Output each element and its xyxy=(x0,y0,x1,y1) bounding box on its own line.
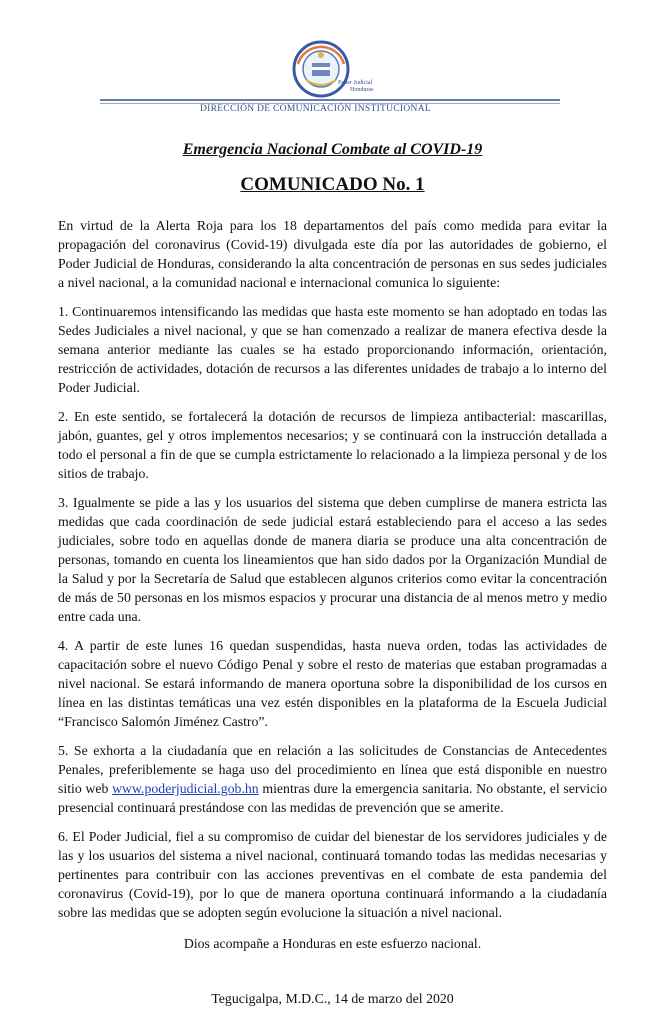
org-name-line2: Honduras xyxy=(350,87,374,93)
department-name: DIRECCIÓN DE COMUNICACIÓN INSTITUCIONAL xyxy=(200,104,431,114)
document-title: COMUNICADO No. 1 xyxy=(240,174,425,195)
letterhead xyxy=(0,0,663,125)
paragraph-2: 2. En este sentido, se fortalecerá la dotación de recursos de limpieza antibacterial: mascarillas, jabón, guantes, gel y otros implementos necesarios; y se continuará con la instrucción detallada a todo el personal a fin de que se cumpla estrictamente lo relacionado a la limpieza personal y de los sitios de trabajo. xyxy=(58,409,607,481)
closing-line: Dios acompañe a Honduras en este esfuerzo nacional. xyxy=(183,936,482,951)
paragraph-6: 6. El Poder Judicial, fiel a su compromiso de cuidar del bienestar de los servidores judiciales y de las y los usuarios del sistema a nivel nacional, continuará tomando todas las medidas necesarias y pertinentes para contribuir con las acciones preventivas en el combate de esta pandemia del coronavirus (Covid-19), por lo que de manera oportuna continuará informando a la ciudadanía sobre las medidas que se adopten según evolucione la situación a nivel nacional. xyxy=(58,829,607,920)
org-name-line1: Poder Judicial xyxy=(338,80,373,86)
header-rule xyxy=(100,99,560,101)
paragraph-4: 4. A partir de este lunes 16 quedan suspendidas, hasta nueva orden, todas las actividades de capacitación sobre el nuevo Código Penal y sobre el resto de materias que estaban programadas a nivel nacional. Se estará informando de manera oportuna sobre la disponibilidad de los cursos en línea en las distintas temáticas una vez estén disponibles en la plataforma de la Escuela Judicial “Francisco Salomón Jiménez Castro”. xyxy=(58,638,607,729)
paragraph-5 xyxy=(58,741,607,817)
paragraph-5-text-before: 5. Se exhorta a la ciudadanía que en relación a las solicitudes de Constancias de Antecedentes Penales, preferiblemente se haga uso del procedimiento en línea que está disponible en nuestro sitio web xyxy=(58,743,607,796)
paragraph-5-text-after: mientras dure la emergencia sanitaria. No obstante, el servicio presencial continuará prestándose con las medidas de prevención que se amerite. xyxy=(58,781,607,815)
website-link[interactable]: www.poderjudicial.gob.hn xyxy=(112,781,259,796)
paragraph-3: 3. Igualmente se pide a las y los usuarios del sistema que deben cumplirse de manera estricta las medidas que cada coordinación de sede judicial estará estableciendo para el acceso a las sedes judiciales, sobre todo en aquellas donde de manera diaria se produce una alta concentración de personas, tomando en cuenta los lineamientos que han sido dados por la Organización Mundial de la Salud y por la Secretaría de Salud que establecen algunos criterios como evitar la concentración de más de 50 personas en los mismos espacios y procurar una distancia de al menos metro y medio entre cada una. xyxy=(58,495,607,624)
paragraph-1: 1. Continuaremos intensificando las medidas que hasta este momento se han adoptado en todas las Sedes Judiciales a nivel nacional, y que se han comenzado a realizar de manera efectiva desde la semana anterior mediante las cuales se ha estado proporcionando información, orientación, restricción de actividades, dotación de recursos a las diferentes unidades de trabajo a lo interno del Poder Judicial. xyxy=(58,304,607,395)
date-line: Tegucigalpa, M.D.C., 14 de marzo del 2020 xyxy=(211,991,454,1006)
org-name xyxy=(338,80,398,94)
document-body xyxy=(58,138,607,1008)
intro-paragraph: En virtud de la Alerta Roja para los 18 departamentos del país como medida para evitar la propagación del coronavirus (Covid-19) divulgada este día por las autoridades de gobierno, el Poder Judicial de Honduras, considerando la alta concentración de personas en sus sedes judiciales a nivel nacional, a la comunidad nacional e internacional comunica lo siguiente: xyxy=(58,218,607,290)
document-subtitle: Emergencia Nacional Combate al COVID-19 xyxy=(182,141,483,158)
